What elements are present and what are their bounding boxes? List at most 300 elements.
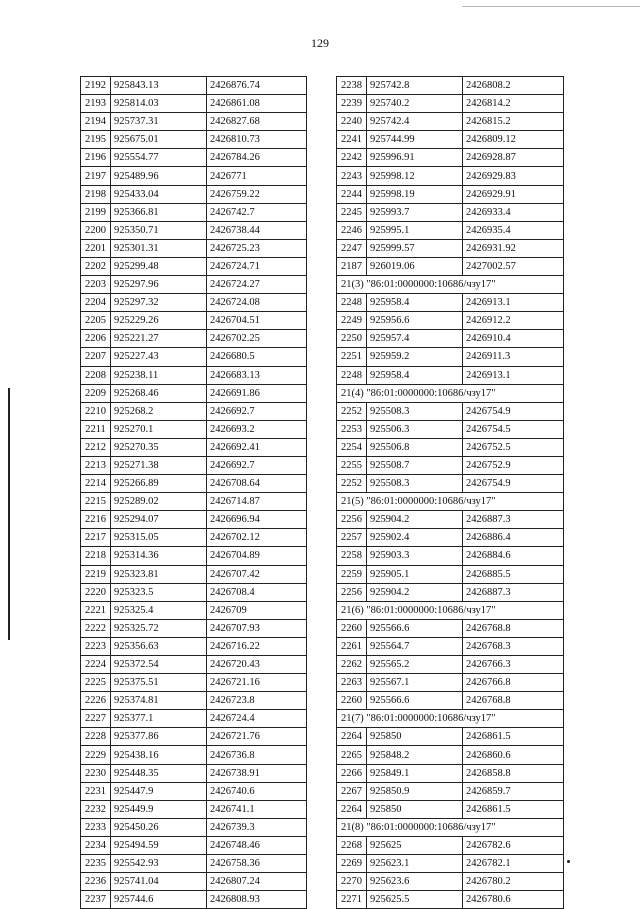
point-number-cell: 2246 (337, 221, 367, 239)
table-row (337, 637, 564, 655)
y-coordinate-cell: 2426766.3 (463, 656, 564, 674)
table-row (81, 511, 307, 529)
scan-edge-line (462, 6, 640, 7)
x-coordinate-cell: 925489.96 (111, 167, 207, 185)
point-number-cell: 2216 (81, 511, 111, 529)
table-row (337, 348, 564, 366)
y-coordinate-cell: 2426702.12 (207, 529, 307, 547)
table-row (337, 836, 564, 854)
x-coordinate-cell: 925372.54 (111, 656, 207, 674)
y-coordinate-cell: 2426738.44 (207, 221, 307, 239)
x-coordinate-cell: 925270.1 (111, 420, 207, 438)
y-coordinate-cell: 2426754.5 (463, 420, 564, 438)
section-header-row (337, 601, 564, 619)
x-coordinate-cell: 925742.4 (367, 113, 463, 131)
x-coordinate-cell: 925238.11 (111, 366, 207, 384)
x-coordinate-cell: 925623.6 (367, 873, 463, 891)
table-row (81, 185, 307, 203)
x-coordinate-cell: 925565.2 (367, 656, 463, 674)
point-number-cell: 2203 (81, 276, 111, 294)
point-number-cell: 2214 (81, 475, 111, 493)
table-row (81, 746, 307, 764)
point-number-cell: 2256 (337, 583, 367, 601)
y-coordinate-cell: 2426782.6 (463, 836, 564, 854)
x-coordinate-cell: 925959.2 (367, 348, 463, 366)
x-coordinate-cell: 925744.6 (111, 891, 207, 909)
point-number-cell: 2208 (81, 366, 111, 384)
point-number-cell: 2205 (81, 312, 111, 330)
y-coordinate-cell: 2426709 (207, 601, 307, 619)
table-row (81, 656, 307, 674)
point-number-cell: 2234 (81, 836, 111, 854)
point-number-cell: 2195 (81, 131, 111, 149)
y-coordinate-cell: 2426724.08 (207, 294, 307, 312)
x-coordinate-cell: 925850 (367, 728, 463, 746)
y-coordinate-cell: 2426754.9 (463, 402, 564, 420)
y-coordinate-cell: 2426860.6 (463, 746, 564, 764)
point-number-cell: 2269 (337, 855, 367, 873)
point-number-cell: 2196 (81, 149, 111, 167)
y-coordinate-cell: 2426702.25 (207, 330, 307, 348)
table-row (81, 637, 307, 655)
table-row (81, 330, 307, 348)
y-coordinate-cell: 2426754.9 (463, 475, 564, 493)
x-coordinate-cell: 925268.46 (111, 384, 207, 402)
x-coordinate-cell: 925996.91 (367, 149, 463, 167)
table-row (81, 728, 307, 746)
x-coordinate-cell: 925904.2 (367, 511, 463, 529)
y-coordinate-cell: 2426708.64 (207, 475, 307, 493)
x-coordinate-cell: 925999.57 (367, 239, 463, 257)
section-header-cell: 21(6) "86:01:0000000:10686/чзу17" (337, 601, 564, 619)
x-coordinate-cell: 925270.35 (111, 438, 207, 456)
y-coordinate-cell: 2426704.89 (207, 547, 307, 565)
table-row (337, 728, 564, 746)
table-row (81, 294, 307, 312)
scan-speck (567, 860, 570, 863)
point-number-cell: 2212 (81, 438, 111, 456)
x-coordinate-cell: 925227.43 (111, 348, 207, 366)
table-row (337, 891, 564, 909)
point-number-cell: 2256 (337, 511, 367, 529)
x-coordinate-cell: 925315.05 (111, 529, 207, 547)
binding-margin-mark (8, 388, 10, 640)
x-coordinate-cell: 925494.59 (111, 836, 207, 854)
table-row (337, 764, 564, 782)
table-row (81, 692, 307, 710)
point-number-cell: 2241 (337, 131, 367, 149)
table-row (81, 891, 307, 909)
point-number-cell: 2207 (81, 348, 111, 366)
y-coordinate-cell: 2426884.6 (463, 547, 564, 565)
section-header-row (337, 276, 564, 294)
y-coordinate-cell: 2427002.57 (463, 257, 564, 275)
table-row (81, 366, 307, 384)
x-coordinate-cell: 925299.48 (111, 257, 207, 275)
x-coordinate-cell: 925508.3 (367, 402, 463, 420)
x-coordinate-cell: 925508.3 (367, 475, 463, 493)
table-row (337, 420, 564, 438)
y-coordinate-cell: 2426928.87 (463, 149, 564, 167)
x-coordinate-cell: 925350.71 (111, 221, 207, 239)
y-coordinate-cell: 2426768.3 (463, 637, 564, 655)
x-coordinate-cell: 925314.36 (111, 547, 207, 565)
x-coordinate-cell: 925850.9 (367, 782, 463, 800)
x-coordinate-cell: 925450.26 (111, 818, 207, 836)
point-number-cell: 2217 (81, 529, 111, 547)
point-number-cell: 2204 (81, 294, 111, 312)
x-coordinate-cell: 925447.9 (111, 782, 207, 800)
table-row (81, 475, 307, 493)
x-coordinate-cell: 925221.27 (111, 330, 207, 348)
table-row (81, 402, 307, 420)
point-number-cell: 2218 (81, 547, 111, 565)
table-row (337, 221, 564, 239)
x-coordinate-cell: 925675.01 (111, 131, 207, 149)
table-row (81, 873, 307, 891)
point-number-cell: 2252 (337, 402, 367, 420)
y-coordinate-cell: 2426912.2 (463, 312, 564, 330)
y-coordinate-cell: 2426738.91 (207, 764, 307, 782)
y-coordinate-cell: 2426724.27 (207, 276, 307, 294)
point-number-cell: 2258 (337, 547, 367, 565)
table-row (81, 456, 307, 474)
point-number-cell: 2243 (337, 167, 367, 185)
table-row (337, 782, 564, 800)
x-coordinate-cell: 925993.7 (367, 203, 463, 221)
y-coordinate-cell: 2426724.71 (207, 257, 307, 275)
x-coordinate-cell: 925366.81 (111, 203, 207, 221)
x-coordinate-cell: 925902.4 (367, 529, 463, 547)
table-row (337, 167, 564, 185)
point-number-cell: 2266 (337, 764, 367, 782)
table-row (337, 674, 564, 692)
x-coordinate-cell: 925849.1 (367, 764, 463, 782)
y-coordinate-cell: 2426691.86 (207, 384, 307, 402)
point-number-cell: 2267 (337, 782, 367, 800)
y-coordinate-cell: 2426887.3 (463, 583, 564, 601)
y-coordinate-cell: 2426739.3 (207, 818, 307, 836)
section-header-cell: 21(8) "86:01:0000000:10686/чзу17" (337, 818, 564, 836)
point-number-cell: 2213 (81, 456, 111, 474)
section-header-cell: 21(7) "86:01:0000000:10686/чзу17" (337, 710, 564, 728)
section-header-cell: 21(5) "86:01:0000000:10686/чзу17" (337, 493, 564, 511)
table-row (81, 221, 307, 239)
y-coordinate-cell: 2426720.43 (207, 656, 307, 674)
y-coordinate-cell: 2426721.16 (207, 674, 307, 692)
table-row (337, 619, 564, 637)
y-coordinate-cell: 2426929.83 (463, 167, 564, 185)
point-number-cell: 2260 (337, 619, 367, 637)
y-coordinate-cell: 2426707.93 (207, 619, 307, 637)
point-number-cell: 2264 (337, 728, 367, 746)
point-number-cell: 2264 (337, 800, 367, 818)
table-row (81, 710, 307, 728)
table-row (337, 475, 564, 493)
coordinates-table-right (336, 76, 564, 909)
y-coordinate-cell: 2426740.6 (207, 782, 307, 800)
y-coordinate-cell: 2426827.68 (207, 113, 307, 131)
section-header-row (337, 493, 564, 511)
y-coordinate-cell: 2426692.41 (207, 438, 307, 456)
table-row (337, 800, 564, 818)
table-row (337, 185, 564, 203)
y-coordinate-cell: 2426784.26 (207, 149, 307, 167)
point-number-cell: 2230 (81, 764, 111, 782)
y-coordinate-cell: 2426933.4 (463, 203, 564, 221)
point-number-cell: 2198 (81, 185, 111, 203)
x-coordinate-cell: 925623.1 (367, 855, 463, 873)
y-coordinate-cell: 2426929.91 (463, 185, 564, 203)
table-row (337, 656, 564, 674)
table-row (81, 674, 307, 692)
point-number-cell: 2225 (81, 674, 111, 692)
x-coordinate-cell: 925848.2 (367, 746, 463, 764)
y-coordinate-cell: 2426766.8 (463, 674, 564, 692)
x-coordinate-cell: 925323.5 (111, 583, 207, 601)
point-number-cell: 2235 (81, 855, 111, 873)
point-number-cell: 2260 (337, 692, 367, 710)
x-coordinate-cell: 925375.51 (111, 674, 207, 692)
table-row (81, 239, 307, 257)
point-number-cell: 2251 (337, 348, 367, 366)
y-coordinate-cell: 2426859.7 (463, 782, 564, 800)
y-coordinate-cell: 2426748.46 (207, 836, 307, 854)
x-coordinate-cell: 925957.4 (367, 330, 463, 348)
point-number-cell: 2224 (81, 656, 111, 674)
table-row (337, 312, 564, 330)
table-row (81, 547, 307, 565)
section-header-row (337, 710, 564, 728)
x-coordinate-cell: 925566.6 (367, 619, 463, 637)
table-row (81, 95, 307, 113)
table-row (337, 583, 564, 601)
point-number-cell: 2249 (337, 312, 367, 330)
x-coordinate-cell: 925998.12 (367, 167, 463, 185)
y-coordinate-cell: 2426696.94 (207, 511, 307, 529)
point-number-cell: 2211 (81, 420, 111, 438)
point-number-cell: 2229 (81, 746, 111, 764)
point-number-cell: 2231 (81, 782, 111, 800)
point-number-cell: 2261 (337, 637, 367, 655)
table-row (81, 529, 307, 547)
point-number-cell: 2244 (337, 185, 367, 203)
x-coordinate-cell: 925567.1 (367, 674, 463, 692)
x-coordinate-cell: 925958.4 (367, 294, 463, 312)
point-number-cell: 2199 (81, 203, 111, 221)
x-coordinate-cell: 925566.6 (367, 692, 463, 710)
table-row (81, 619, 307, 637)
table-row (81, 493, 307, 511)
x-coordinate-cell: 925297.96 (111, 276, 207, 294)
y-coordinate-cell: 2426725.23 (207, 239, 307, 257)
x-coordinate-cell: 925449.9 (111, 800, 207, 818)
table-row (337, 456, 564, 474)
table-row (81, 113, 307, 131)
x-coordinate-cell: 925268.2 (111, 402, 207, 420)
y-coordinate-cell: 2426815.2 (463, 113, 564, 131)
x-coordinate-cell: 925448.35 (111, 764, 207, 782)
y-coordinate-cell: 2426708.4 (207, 583, 307, 601)
x-coordinate-cell: 925958.4 (367, 366, 463, 384)
table-row (337, 366, 564, 384)
table-row (337, 113, 564, 131)
x-coordinate-cell: 925625 (367, 836, 463, 854)
point-number-cell: 2259 (337, 565, 367, 583)
point-number-cell: 2250 (337, 330, 367, 348)
y-coordinate-cell: 2426724.4 (207, 710, 307, 728)
point-number-cell: 2242 (337, 149, 367, 167)
table-row (81, 855, 307, 873)
y-coordinate-cell: 2426910.4 (463, 330, 564, 348)
y-coordinate-cell: 2426935.4 (463, 221, 564, 239)
page-number: 129 (311, 36, 329, 50)
x-coordinate-cell: 925289.02 (111, 493, 207, 511)
y-coordinate-cell: 2426693.2 (207, 420, 307, 438)
table-row (81, 149, 307, 167)
x-coordinate-cell: 925323.81 (111, 565, 207, 583)
x-coordinate-cell: 925625.5 (367, 891, 463, 909)
point-number-cell: 2201 (81, 239, 111, 257)
x-coordinate-cell: 925433.04 (111, 185, 207, 203)
x-coordinate-cell: 925554.77 (111, 149, 207, 167)
point-number-cell: 2252 (337, 475, 367, 493)
table-row (337, 77, 564, 95)
x-coordinate-cell: 925814.03 (111, 95, 207, 113)
x-coordinate-cell: 926019.06 (367, 257, 463, 275)
x-coordinate-cell: 925904.2 (367, 583, 463, 601)
x-coordinate-cell: 925506.8 (367, 438, 463, 456)
x-coordinate-cell: 925508.7 (367, 456, 463, 474)
y-coordinate-cell: 2426810.73 (207, 131, 307, 149)
point-number-cell: 2215 (81, 493, 111, 511)
y-coordinate-cell: 2426913.1 (463, 366, 564, 384)
x-coordinate-cell: 925229.26 (111, 312, 207, 330)
table-row (81, 348, 307, 366)
x-coordinate-cell: 925843.13 (111, 77, 207, 95)
point-number-cell: 2253 (337, 420, 367, 438)
y-coordinate-cell: 2426752.5 (463, 438, 564, 456)
x-coordinate-cell: 925850 (367, 800, 463, 818)
point-number-cell: 2245 (337, 203, 367, 221)
point-number-cell: 2222 (81, 619, 111, 637)
point-number-cell: 2263 (337, 674, 367, 692)
point-number-cell: 2192 (81, 77, 111, 95)
point-number-cell: 2219 (81, 565, 111, 583)
x-coordinate-cell: 925297.32 (111, 294, 207, 312)
y-coordinate-cell: 2426913.1 (463, 294, 564, 312)
y-coordinate-cell: 2426704.51 (207, 312, 307, 330)
table-row (81, 836, 307, 854)
point-number-cell: 2200 (81, 221, 111, 239)
table-row (337, 746, 564, 764)
x-coordinate-cell: 925301.31 (111, 239, 207, 257)
y-coordinate-cell: 2426714.87 (207, 493, 307, 511)
table-row (337, 330, 564, 348)
point-number-cell: 2237 (81, 891, 111, 909)
point-number-cell: 2262 (337, 656, 367, 674)
point-number-cell: 2270 (337, 873, 367, 891)
point-number-cell: 2220 (81, 583, 111, 601)
table-row (81, 384, 307, 402)
point-number-cell: 2247 (337, 239, 367, 257)
table-row (337, 873, 564, 891)
y-coordinate-cell: 2426885.5 (463, 565, 564, 583)
x-coordinate-cell: 925740.2 (367, 95, 463, 113)
point-number-cell: 2248 (337, 366, 367, 384)
y-coordinate-cell: 2426716.22 (207, 637, 307, 655)
y-coordinate-cell: 2426911.3 (463, 348, 564, 366)
point-number-cell: 2202 (81, 257, 111, 275)
x-coordinate-cell: 925998.19 (367, 185, 463, 203)
table-row (81, 167, 307, 185)
point-number-cell: 2194 (81, 113, 111, 131)
table-row (337, 149, 564, 167)
table-row (81, 782, 307, 800)
y-coordinate-cell: 2426876.74 (207, 77, 307, 95)
table-row (337, 547, 564, 565)
table-row (337, 294, 564, 312)
y-coordinate-cell: 2426886.4 (463, 529, 564, 547)
x-coordinate-cell: 925903.3 (367, 547, 463, 565)
table-row (81, 565, 307, 583)
point-number-cell: 2193 (81, 95, 111, 113)
point-number-cell: 2240 (337, 113, 367, 131)
section-header-row (337, 818, 564, 836)
table-row (337, 855, 564, 873)
y-coordinate-cell: 2426808.2 (463, 77, 564, 95)
y-coordinate-cell: 2426758.36 (207, 855, 307, 873)
y-coordinate-cell: 2426771 (207, 167, 307, 185)
y-coordinate-cell: 2426782.1 (463, 855, 564, 873)
y-coordinate-cell: 2426683.13 (207, 366, 307, 384)
table-row (337, 692, 564, 710)
x-coordinate-cell: 925294.07 (111, 511, 207, 529)
table-row (337, 257, 564, 275)
point-number-cell: 2223 (81, 637, 111, 655)
x-coordinate-cell: 925377.1 (111, 710, 207, 728)
x-coordinate-cell: 925374.81 (111, 692, 207, 710)
x-coordinate-cell: 925377.86 (111, 728, 207, 746)
point-number-cell: 2226 (81, 692, 111, 710)
y-coordinate-cell: 2426692.7 (207, 456, 307, 474)
y-coordinate-cell: 2426887.3 (463, 511, 564, 529)
y-coordinate-cell: 2426752.9 (463, 456, 564, 474)
y-coordinate-cell: 2426780.2 (463, 873, 564, 891)
table-row (81, 438, 307, 456)
y-coordinate-cell: 2426707.42 (207, 565, 307, 583)
x-coordinate-cell: 925325.4 (111, 601, 207, 619)
y-coordinate-cell: 2426931.92 (463, 239, 564, 257)
point-number-cell: 2271 (337, 891, 367, 909)
section-header-row (337, 384, 564, 402)
table-row (81, 203, 307, 221)
y-coordinate-cell: 2426723.8 (207, 692, 307, 710)
section-header-cell: 21(4) "86:01:0000000:10686/чзу17" (337, 384, 564, 402)
y-coordinate-cell: 2426742.7 (207, 203, 307, 221)
y-coordinate-cell: 2426692.7 (207, 402, 307, 420)
y-coordinate-cell: 2426861.5 (463, 728, 564, 746)
point-number-cell: 2268 (337, 836, 367, 854)
point-number-cell: 2210 (81, 402, 111, 420)
point-number-cell: 2197 (81, 167, 111, 185)
table-row (81, 583, 307, 601)
table-row (337, 402, 564, 420)
y-coordinate-cell: 2426814.2 (463, 95, 564, 113)
table-row (81, 312, 307, 330)
y-coordinate-cell: 2426807.24 (207, 873, 307, 891)
table-row (81, 818, 307, 836)
